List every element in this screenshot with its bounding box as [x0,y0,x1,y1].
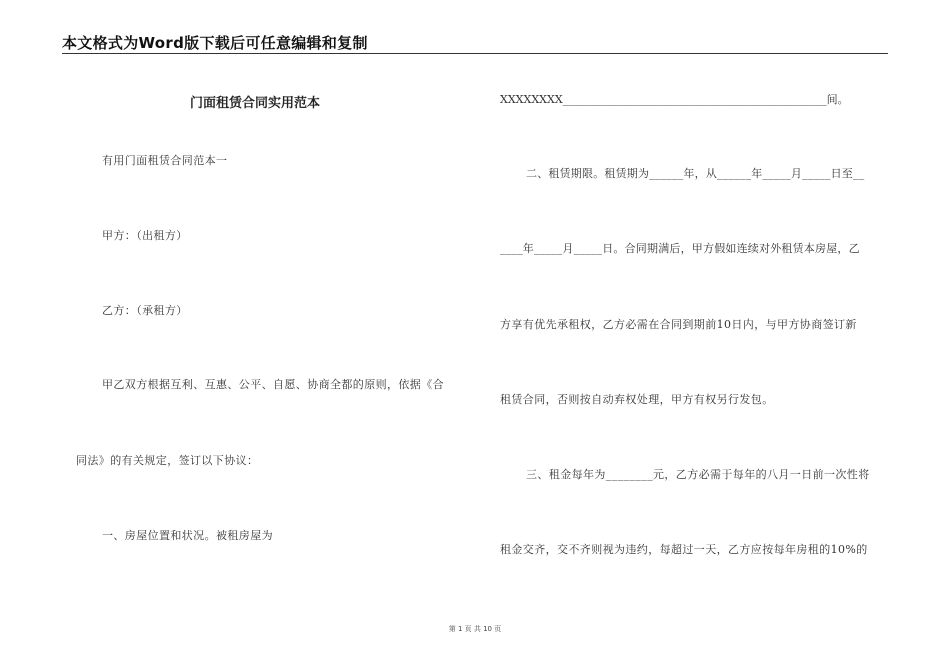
paragraph-line: 乙方：（承租方） [102,304,188,317]
paragraph-line: 三、租金每年为________元，乙方必需于每年的八月一日前一次性将 [526,468,870,481]
right-column [475,0,950,672]
paragraph-line: XXXXXXXX________________________________________________间。 [500,93,849,106]
paragraph-line: 一、房屋位置和状况。被租房屋为 [102,529,273,542]
paragraph-line: ____年_____月_____日。合同期满后，甲方假如连续对外租赁本房屋，乙 [500,242,860,255]
paragraph-line: 有用门面租赁合同范本一 [102,154,228,167]
page-footer: 第 1 页 共 10 页 [448,625,502,633]
page-header-banner: 本文格式为Word版下载后可任意编辑和复制 [62,34,368,52]
paragraph-line: 甲方：（出租方） [102,229,188,242]
paragraph-line: 租金交齐，交不齐则视为违约，每超过一天，乙方应按每年房租的10%的 [500,543,868,556]
paragraph-line: 租赁合同，否则按自动弃权处理，甲方有权另行发包。 [500,393,774,406]
paragraph-line: 同法》的有关规定，签订以下协议： [76,454,259,467]
paragraph-line: 方享有优先承租权，乙方必需在合同到期前10日内，与甲方协商签订新 [500,318,857,331]
paragraph-line: 二、租赁期限。租赁期为______年，从______年_____月_____日至__ [526,167,865,180]
document-title: 门面租赁合同实用范本 [190,96,321,111]
paragraph-line: 甲乙双方根据互利、互惠、公平、自愿、协商全都的原则，依据《合 [102,378,444,391]
